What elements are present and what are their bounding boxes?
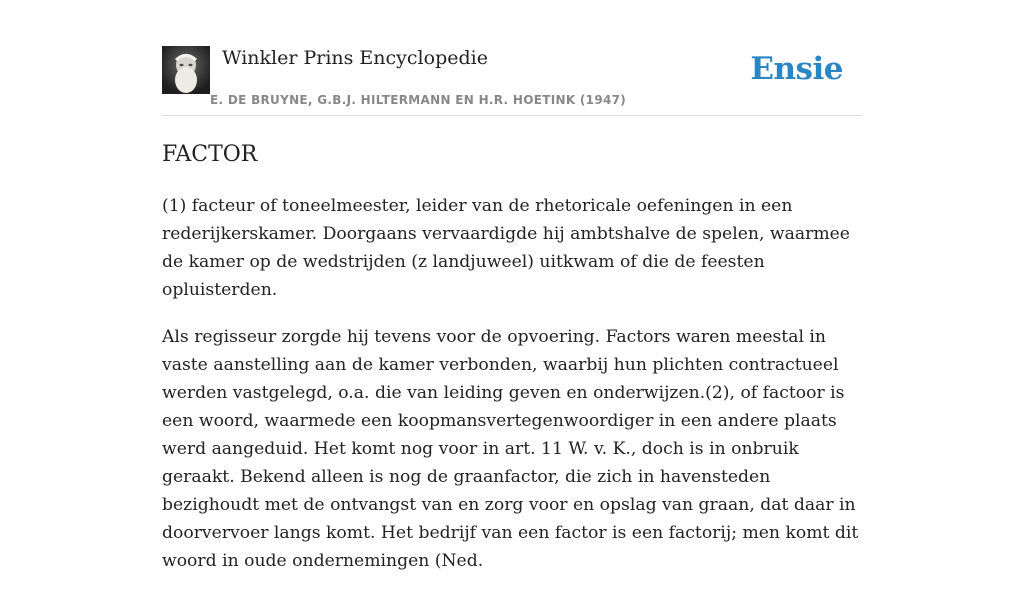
entry-paragraph: (1) facteur of toneelmeester, leider van de rhetoricale oefeningen in een rederijkerskamer. Doorgaans vervaardigde hij ambtshalve de spelen, waarmee de kamer op de wedstrijden (z landjuweel) uitkwam of die de feesten opluisterden. [162,196,850,300]
encyclopedia-title[interactable]: Winkler Prins Encyclopedie [222,47,488,69]
entry-paragraph: Als regisseur zorgde hij tevens voor de opvoering. Factors waren meestal in vaste aanstelling aan de kamer verbonden, waarbij hun plichten contractueel werden vastgelegd, o.a. die van leiding geven en onderwijzen.(2), of factoor is een woord, waarmede een koopmansvertegenwoordiger in een andere plaats werd aangeduid. Het komt nog voor in art. 11 W. v. K., doch is in onbruik geraakt. Bekend alleen is nog de graanfactor, die zich in havensteden bezighoudt met de ontvangst van en zorg voor en opslag van graan, dat daar in doorvervoer langs komt. Het bedrijf van een factor is een factorij; men komt dit woord in oude ondernemingen (Ned. [162,327,859,571]
entry-body [162,192,862,594]
author-portrait-icon [162,46,210,94]
page-header [162,46,862,116]
brand-logo[interactable]: Ensie [750,51,843,87]
encyclopedia-authors: E. DE BRUYNE, G.B.J. HILTERMANN EN H.R. HOETINK (1947) [210,93,627,107]
entry-title: FACTOR [162,142,258,167]
author-avatar[interactable] [162,46,210,94]
